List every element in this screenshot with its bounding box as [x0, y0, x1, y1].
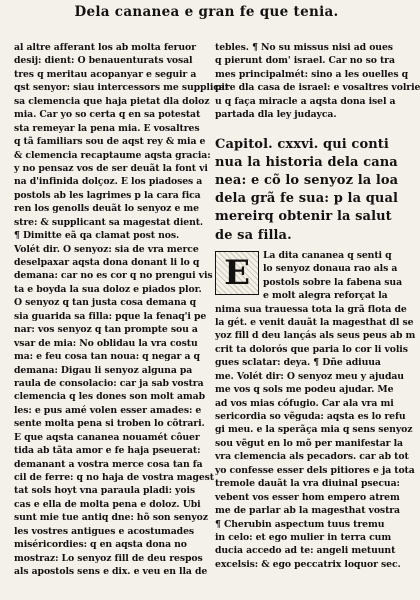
text-line: tebles. ¶ No su missus nisi ad oues — [215, 42, 393, 53]
text-line: mostraz: Lo senyoz fill de deu respos — [14, 552, 203, 564]
right-column-body — [215, 303, 416, 572]
text-line: excelsis: & ego peccatrix loquor sec. — [215, 558, 401, 570]
text-line: les: e pus amé volen esser amades: e — [14, 404, 202, 416]
running-head: Dela cananea e gran fe que tenia. — [74, 4, 339, 20]
text-line: qst senyor: siau intercessors me supplicat — [14, 82, 229, 94]
text-line: yo confesse esser dels pitiores e ja tota — [215, 464, 415, 476]
text-line: e molt alegra reforçat la — [263, 290, 388, 302]
text-line: E que aqsta cananea nouamét côuer — [14, 431, 200, 443]
text-line: demana: Digau li senyoz alguna pa — [14, 364, 193, 376]
text-line: vsar de mia: No oblidau la vra costu — [14, 337, 198, 349]
text-line: q tã familiars sou de aqst rey & mia e — [14, 136, 206, 148]
left-column — [14, 41, 229, 579]
text-line: tres q meritau acopanyar e seguir a — [14, 68, 197, 80]
text-line: mereirq obtenir la salut — [215, 209, 392, 225]
text-line: als apostols sens e dix. e veu en lla de — [14, 566, 208, 578]
drop-cap-initial: E — [215, 251, 259, 295]
text-line: cil de ferre: q no haja de vostra magest — [14, 472, 214, 483]
text-line: sunt mie tue antiq dne: hõ son senyoz — [14, 512, 208, 524]
text-line: sa clemencia que haja pietat dla doloz — [14, 95, 210, 107]
right-column — [215, 41, 420, 579]
text-line: les vostres antigues e acostumades — [14, 525, 195, 537]
text-line: u q faça miracle a aqsta dona isel a — [215, 95, 396, 107]
chapter-opening — [215, 249, 402, 303]
text-line: ad vos mias cófugio. Car ala vra mi — [215, 397, 394, 409]
text-line: yoz fill d deu lançás als seus peus ab m — [215, 330, 416, 342]
text-line: demanant a vostra merce cosa tan fa — [14, 458, 203, 470]
text-line: clemencia q les dones son molt amab — [14, 391, 205, 403]
text-line: postols ab les lagrimes p la cara fica — [14, 189, 201, 201]
text-line: me vos q sols me podeu ajudar. Me — [215, 384, 394, 396]
text-line: mia. Car yo so certa q en sa potestat — [14, 109, 201, 121]
text-line: vebent vos esser hom empero atrem — [215, 491, 400, 503]
text-line: sta remeyar la pena mia. E vosaltres — [14, 122, 200, 134]
text-line: ¶ Dimitte eã qa clamat post nos. — [14, 230, 180, 242]
text-line: dela grã fe sua: p la qual — [215, 191, 399, 207]
text-line: Capitol. cxxvi. qui conti — [215, 136, 389, 152]
text-line: sia guarida sa filla: pque la fenaq'i pe — [14, 310, 207, 322]
text-line: nima sua trauessa tota la grã flota de — [215, 303, 407, 315]
text-line: de sa filla. — [215, 227, 292, 243]
text-line: tida ab tãta amor e fe haja pseuerat: — [14, 445, 201, 457]
text-line: La dita cananea q senti q — [263, 249, 392, 261]
text-line: nar: vos senyoz q tan prompte sou a — [14, 324, 198, 336]
text-line: la gét. e venit dauãt la magesthat dl se — [215, 316, 414, 328]
text-line: gues sclatar: deya. ¶ Dñe adiuua — [215, 357, 381, 369]
text-line: sente molta pena si troben lo cõtrari. — [14, 418, 205, 430]
text-line: demana: car no es cor q no prengui vis — [14, 270, 213, 282]
chapter-heading — [215, 136, 399, 245]
text-line: sou vẽgut en lo mõ per manifestar la — [215, 437, 403, 449]
text-line: O senyoz q tan justa cosa demana q — [14, 297, 197, 309]
text-line: me de parlar ab la magesthat vostra — [215, 505, 400, 517]
text-line: tat sols hoyt vna paraula pladi: yois — [14, 485, 196, 497]
text-line: cas e ella de molta pena e doloz. Ubi — [14, 498, 201, 510]
text-line: postols sobre la fabena sua — [263, 276, 402, 288]
text-line: pire dla casa de israel: e vosaltres volrie — [215, 82, 420, 94]
text-line: in celo: et ego mulier in terra cum — [215, 531, 392, 543]
text-line: ta e boyda la sua doloz e piados plor. — [14, 283, 202, 295]
text-line: miséricordies: q en aqsta dona no — [14, 539, 187, 551]
text-line: sericordia so vẽguda: aqsta es lo refu — [215, 411, 406, 422]
text-line: na d'infinida dolçoz. E los piadoses a — [14, 176, 203, 188]
right-column-top — [215, 41, 420, 122]
text-line: & clemencia recaptaume aqsta gracia: — [14, 149, 211, 161]
text-line: nua la historia dela cana — [215, 154, 398, 170]
text-line: q pierunt dom' israel. Car no so tra — [215, 55, 395, 67]
text-line: ma: e feu cosa tan noua: q negar a q — [14, 351, 200, 363]
text-line: ren los genolls deuãt lo senyoz e me — [14, 203, 199, 215]
text-line: crit ta dolorós que paria lo cor li volis — [215, 343, 408, 355]
text-line: me. Volét dir: O senyoz meu y ajudau — [215, 370, 404, 382]
text-line: al altre afferant los ab molta feruor — [14, 42, 196, 53]
text-line: nea: e cõ lo senyoz la loa — [215, 173, 399, 188]
text-line: y no pensaz vos de ser deuãt la font vi — [14, 162, 208, 174]
text-line: raula de consolacio: car ja sab vostra — [14, 377, 204, 389]
text-line: lo senyoz donaua rao als a — [263, 263, 398, 275]
text-line: desij: dient: O benauenturats vosal — [14, 55, 193, 67]
text-line: ducia accedo ad te: angeli metuunt — [215, 545, 396, 557]
text-line: stre: & supplicant sa magestat dient. — [14, 216, 204, 228]
text-line: gi meu. e la sperãça mia q sens senyoz — [215, 424, 413, 436]
text-columns — [14, 41, 420, 579]
text-line: mes principalmét: sino a les ouelles q — [215, 68, 409, 80]
text-line: vra clemencia als pecadors. car ab tot — [215, 451, 409, 463]
text-line: ¶ Cherubin aspectum tuus tremu — [215, 518, 385, 530]
text-line: Volét dir. O senyoz: sia de vra merce — [14, 243, 199, 255]
text-line: tremole dauãt la vra diuinal psecua: — [215, 478, 400, 490]
text-line: deselpaxar aqsta dona donant li lo q — [14, 257, 200, 268]
text-line: partada dla ley judayca. — [215, 109, 337, 121]
